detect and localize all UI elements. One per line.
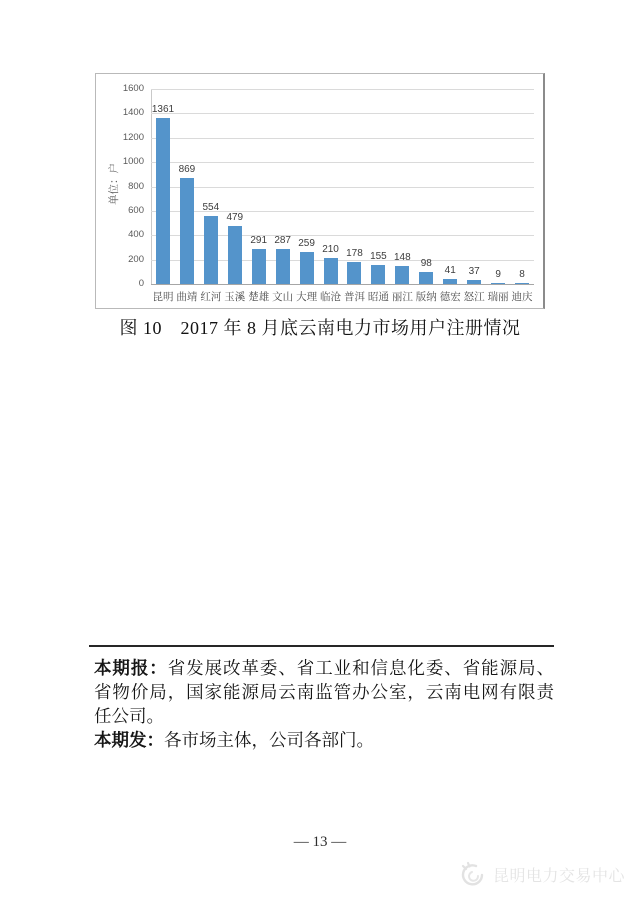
bar — [515, 283, 529, 284]
bar — [491, 283, 505, 284]
bar — [228, 226, 242, 284]
x-axis-category-label: 瑞丽 — [487, 291, 509, 303]
bar-value-label: 1361 — [151, 104, 175, 116]
bar — [252, 249, 266, 284]
bar — [371, 265, 385, 284]
bar — [324, 258, 338, 284]
bar — [156, 118, 170, 284]
bar — [419, 272, 433, 284]
footer-report-to-label: 本期报： — [94, 658, 168, 678]
x-axis-category-label: 红河 — [200, 291, 222, 303]
bar — [180, 178, 194, 284]
bar-value-label: 9 — [495, 268, 501, 280]
bar — [395, 266, 409, 284]
x-axis-category-label: 迪庆 — [511, 291, 533, 303]
footer-line-continued-2 — [89, 704, 554, 728]
bar-value-label: 259 — [298, 238, 315, 250]
y-tick-label: 1600 — [122, 83, 144, 94]
bar-group — [390, 89, 414, 284]
footer-line-sent-to — [89, 728, 554, 752]
bar-group — [319, 89, 343, 284]
y-tick-label: 400 — [128, 229, 144, 241]
x-axis-labels — [151, 289, 534, 304]
x-axis-category-label: 大理 — [296, 291, 318, 303]
x-axis-category-label: 曲靖 — [176, 291, 198, 303]
bar-group — [199, 89, 223, 284]
bar-group — [223, 89, 247, 284]
bar-value-label: 155 — [370, 251, 387, 263]
bar-group — [438, 89, 462, 284]
bar-group — [151, 89, 175, 284]
figure-caption: 图 10 2017 年 8 月底云南电力市场用户注册情况 — [119, 318, 521, 338]
x-axis-category-label: 楚雄 — [248, 291, 270, 303]
footer-sent-to-label: 本期发： — [94, 730, 164, 750]
bar-value-label: 479 — [226, 211, 244, 223]
bar-value-label: 210 — [322, 244, 339, 256]
y-tick-label: 0 — [138, 278, 144, 289]
x-axis-category-label: 临沧 — [320, 291, 342, 303]
bar — [276, 249, 290, 284]
x-axis-category-label: 德宏 — [439, 291, 461, 303]
footer-continued-text-2: 任公司。 — [94, 706, 164, 726]
bar-group — [343, 89, 367, 284]
footer-sent-to-text: 各市场主体，公司各部门。 — [164, 730, 374, 750]
y-tick-label: 200 — [128, 253, 144, 265]
bar-value-label: 41 — [444, 265, 456, 277]
chart-plot-area — [122, 83, 534, 303]
bar-group — [271, 89, 295, 284]
x-axis-category-label: 版纳 — [415, 291, 437, 303]
bar-group — [175, 89, 199, 284]
footer-report-to-text: 省发展改革委、省工业和信息化委、省能源局、 — [167, 658, 554, 678]
watermark-text: 昆明电力交易中心 — [493, 868, 626, 885]
bar — [443, 279, 457, 284]
bar-value-label: 148 — [394, 251, 411, 263]
y-tick-label: 1000 — [122, 156, 144, 168]
bar-value-label: 869 — [178, 164, 196, 176]
footer-line-report-to — [89, 656, 554, 680]
bar-value-label: 287 — [274, 235, 291, 247]
x-axis-category-label: 普洱 — [343, 291, 365, 303]
footer-line-continued — [89, 680, 554, 704]
x-axis-category-label: 丽江 — [391, 291, 413, 303]
bar-group — [414, 89, 438, 284]
bar — [204, 216, 218, 284]
x-axis-category-label: 昭通 — [367, 291, 389, 303]
bar-chart — [95, 73, 545, 309]
bar-value-label: 178 — [346, 248, 363, 260]
y-axis-title: 单位：户 — [108, 163, 120, 205]
bar-group — [366, 89, 390, 284]
x-axis-category-label: 文山 — [272, 291, 294, 303]
bar-value-label: 37 — [468, 265, 480, 277]
x-axis-category-label: 昆明 — [152, 291, 174, 303]
bar — [347, 262, 361, 284]
y-tick-label: 800 — [128, 180, 144, 192]
bar-value-label: 98 — [420, 258, 432, 270]
bar — [467, 280, 481, 285]
footer-continued-text: 省物价局，国家能源局云南监管办公室，云南电网有限责 — [94, 682, 554, 702]
kunming-power-exchange-logo-icon — [460, 861, 487, 888]
bar — [300, 252, 314, 284]
bar-value-label: 554 — [202, 202, 220, 214]
bar-group — [486, 89, 510, 284]
bar-value-label: 291 — [250, 234, 268, 246]
bar-group — [462, 89, 486, 284]
bar-group — [247, 89, 271, 284]
bar-group — [510, 89, 534, 284]
bar-group — [295, 89, 319, 284]
footer-distribution-block — [89, 645, 554, 752]
page-number: — 13 — — [293, 834, 347, 850]
y-tick-label: 600 — [128, 204, 144, 216]
watermark — [460, 861, 625, 888]
x-axis-category-label: 怒江 — [463, 291, 485, 303]
y-tick-label: 1200 — [122, 131, 144, 143]
y-tick-label: 1400 — [122, 107, 144, 119]
bar-value-label: 8 — [519, 269, 525, 281]
x-axis-category-label: 玉溪 — [224, 291, 246, 303]
bars-layer — [151, 89, 534, 284]
